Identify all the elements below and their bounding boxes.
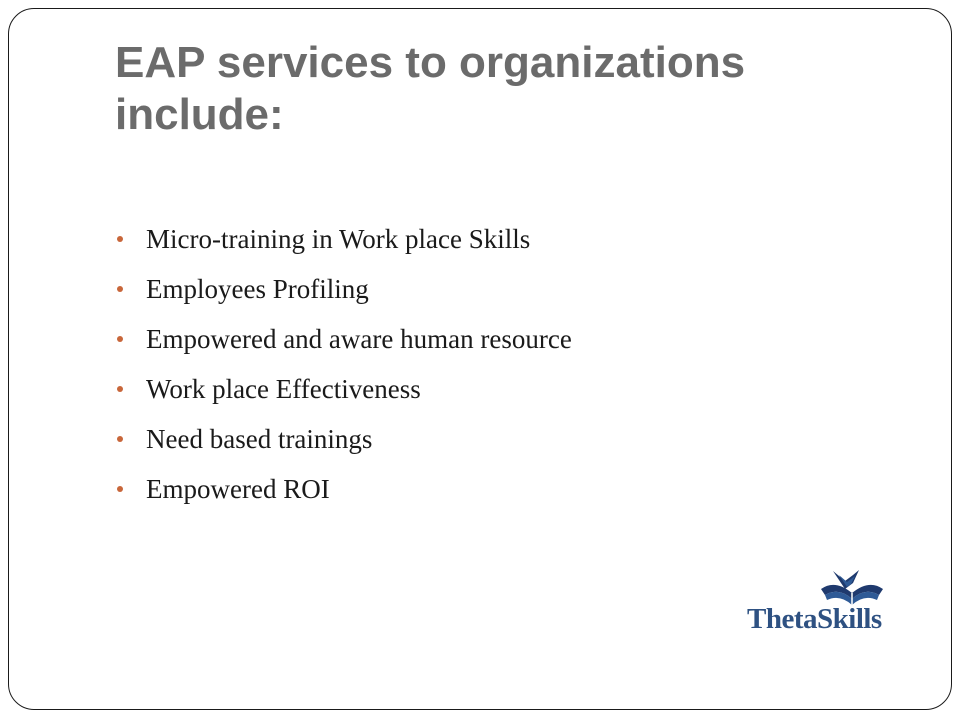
bullet-text: Employees Profiling (146, 273, 369, 304)
bullet-icon (117, 436, 123, 442)
bullet-text: Empowered ROI (146, 473, 330, 504)
list-item (115, 364, 572, 414)
bullet-text: Empowered and aware human resource (146, 323, 572, 354)
list-item (115, 214, 572, 264)
bullet-icon (117, 286, 123, 292)
thetaskills-logo (747, 567, 907, 647)
bullet-text: Work place Effectiveness (146, 373, 421, 404)
list-item (115, 414, 572, 464)
list-item (115, 464, 572, 514)
list-item (115, 314, 572, 364)
bullet-text: Need based trainings (146, 423, 373, 454)
bullet-list (115, 214, 572, 514)
bullet-icon (117, 386, 123, 392)
slide-title: EAP services to organizations include: (115, 38, 746, 139)
bullet-text: Micro-training in Work place Skills (146, 223, 531, 254)
bullet-icon (117, 486, 123, 492)
logo-wordmark: ThetaSkills (747, 603, 882, 635)
list-item (115, 264, 572, 314)
slide-frame (8, 8, 952, 710)
bullet-icon (117, 336, 123, 342)
bullet-icon (117, 236, 123, 242)
